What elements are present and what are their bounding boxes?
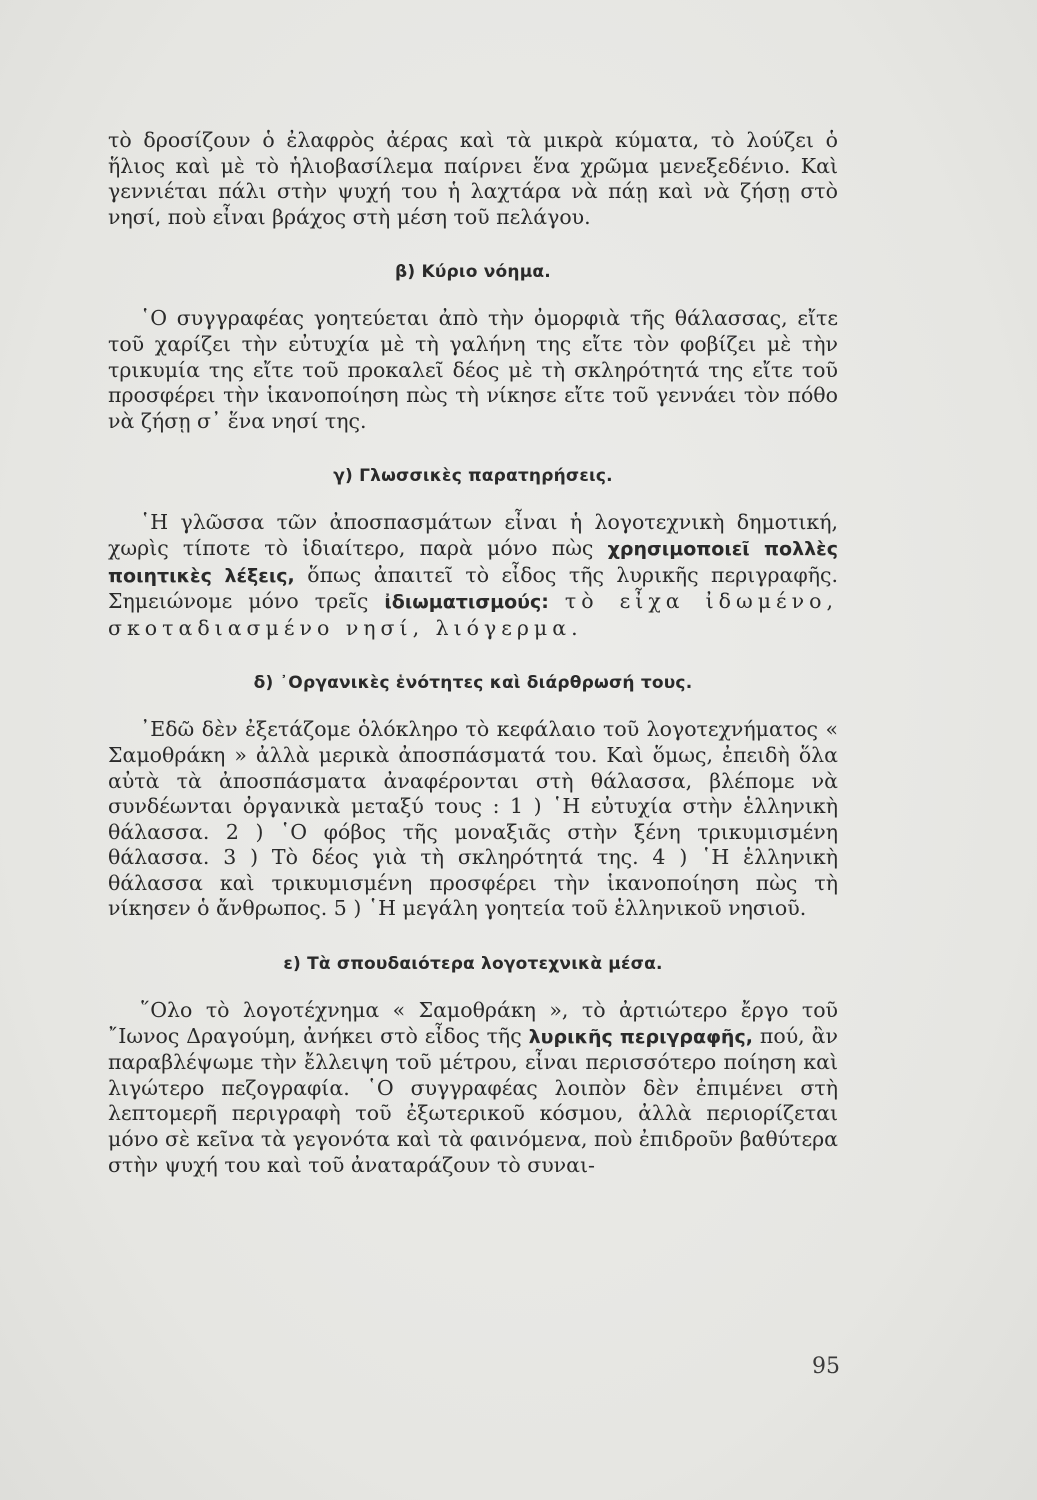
text-column (108, 128, 838, 1178)
section-b-paragraph: ῾Ο συγγραφέας γοητεύεται ἀπὸ τὴν ὀμορφιὰ τῆς θάλασσας, εἴτε τοῦ χαρίζει τὴν εὐτυχία μὲ τὴ γαλήνη της εἴτε τὸν φοβίζει μὲ τὴν τρικυμία της εἴτε τοῦ προκαλεῖ δέος μὲ τὴ σκληρότητά της εἴτε τοῦ προσφέρει τὴν ἱκανοποίηση πὼς τὴ νίκησε εἴτε τοῦ γεννάει τὸν πόθο νὰ ζήσῃ σ᾽ ἕνα νησί της. (108, 306, 838, 433)
section-c-heading: γ) Γλωσσικὲς παρατηρήσεις. (333, 466, 613, 487)
section-d-paragraph: ᾿Εδῶ δὲν ἐξετάζομε ὁλόκληρο τὸ κεφάλαιο τοῦ λογοτεχνήματος « Σαμοθράκη » ἀλλὰ μερικὰ ἀποσπάσματά του. Καὶ ὅμως, ἐπειδὴ ὅλα αὐτὰ τὰ ἀποσπάσματα ἀναφέρονται στὴ θάλασσα, βλέπομε νὰ συνδέωνται ὀργανικὰ μεταξύ τους : 1 ) ῾Η εὐτυχία στὴν ἑλληνικὴ θάλασσα. 2 ) ῾Ο φόβος τῆς μοναξιᾶς στὴν ξένη τρικυμισμένη θάλασσα. 3 ) Τὸ δέος γιὰ τὴ σκληρότητά της. 4 ) ῾Η ἑλληνικὴ θάλασσα καὶ τρικυμισμένη προσφέρει τὴν ἱκανοποίηση πὼς τὴ νίκησεν ὁ ἄνθρωπος. 5 ) ῾Η μεγάλη γοητεία τοῦ ἑλληνικοῦ νησιοῦ. (108, 717, 838, 921)
section-c-spaced-text: τὸ εἶχα ἰδωμένο, σκοταδιασμένο νησί, λιόγερμα. (108, 589, 838, 640)
section-e-paragraph (108, 998, 838, 1178)
section-c-bold-1: χρησιμοποιεῖ πολλὲς ποιητικὲς λέξεις, (108, 537, 838, 587)
section-d-heading: δ) ᾿Οργανικὲς ἑνότητες καὶ διάρθρωσή τους. (253, 673, 693, 694)
section-e-text-1: ῞Ολο τὸ λογοτέχνημα « Σαμοθράκη », τὸ ἀρτιώτερο ἔργο τοῦ ῎Ιωνος Δραγούμη, ἀνήκει στὸ εἶδος τῆς (108, 998, 838, 1048)
intro-paragraph: τὸ δροσίζουν ὁ ἐλαφρὸς ἀέρας καὶ τὰ μικρὰ κύματα, τὸ λούζει ὁ ἥλιος καὶ μὲ τὸ ἡλιοβασίλεμα παίρνει ἕνα χρῶμα μενεξεδένιο. Καὶ γεννιέται πάλι στὴν ψυχή του ἡ λαχτάρα νὰ πάῃ καὶ νὰ ζήσῃ στὸ νησί, ποὺ εἶναι βράχος στὴ μέση τοῦ πελάγου. (108, 128, 838, 229)
page-number: 95 (812, 1354, 840, 1379)
section-b-heading: β) Κύριο νόημα. (395, 262, 551, 283)
section-c-text-1: ῾Η γλῶσσα τῶν ἀποσπασμάτων εἶναι ἡ λογοτεχνικὴ δημοτική, χωρὶς τίποτε τὸ ἰδιαίτερο, παρὰ μόνο πὼς (108, 510, 838, 560)
section-c-text-2: ὅπως ἀπαιτεῖ τὸ εἶδος τῆς λυρικῆς περιγραφῆς. Σημειώνομε μόνο τρεῖς (108, 562, 838, 614)
section-e-bold-1: λυρικῆς περιγραφῆς, (528, 1025, 753, 1048)
section-c-paragraph (108, 510, 838, 641)
section-e-heading: ε) Τὰ σπουδαιότερα λογοτεχνικὰ μέσα. (283, 954, 663, 975)
section-c-bold-2: ἰδιωματισμούς: (384, 591, 549, 614)
section-e-text-2: πού, ἂν παραβλέψωμε τὴν ἔλλειψη τοῦ μέτρου, εἶναι περισσότερο ποίηση καὶ λιγώτερο πεζογραφία. ῾Ο συγγραφέας λοιπὸν δὲν ἐπιμένει στὴ λεπτομερῆ περιγραφὴ τοῦ ἐξωτερικοῦ κόσμου, ἀλλὰ περιορίζεται μόνο σὲ κεῖνα τὰ γεγονότα καὶ τὰ φαινόμενα, ποὺ ἐπιδροῦν βαθύτερα στὴν ψυχή του καὶ τοῦ ἀναταράζουν τὸ συναι- (108, 1023, 838, 1177)
